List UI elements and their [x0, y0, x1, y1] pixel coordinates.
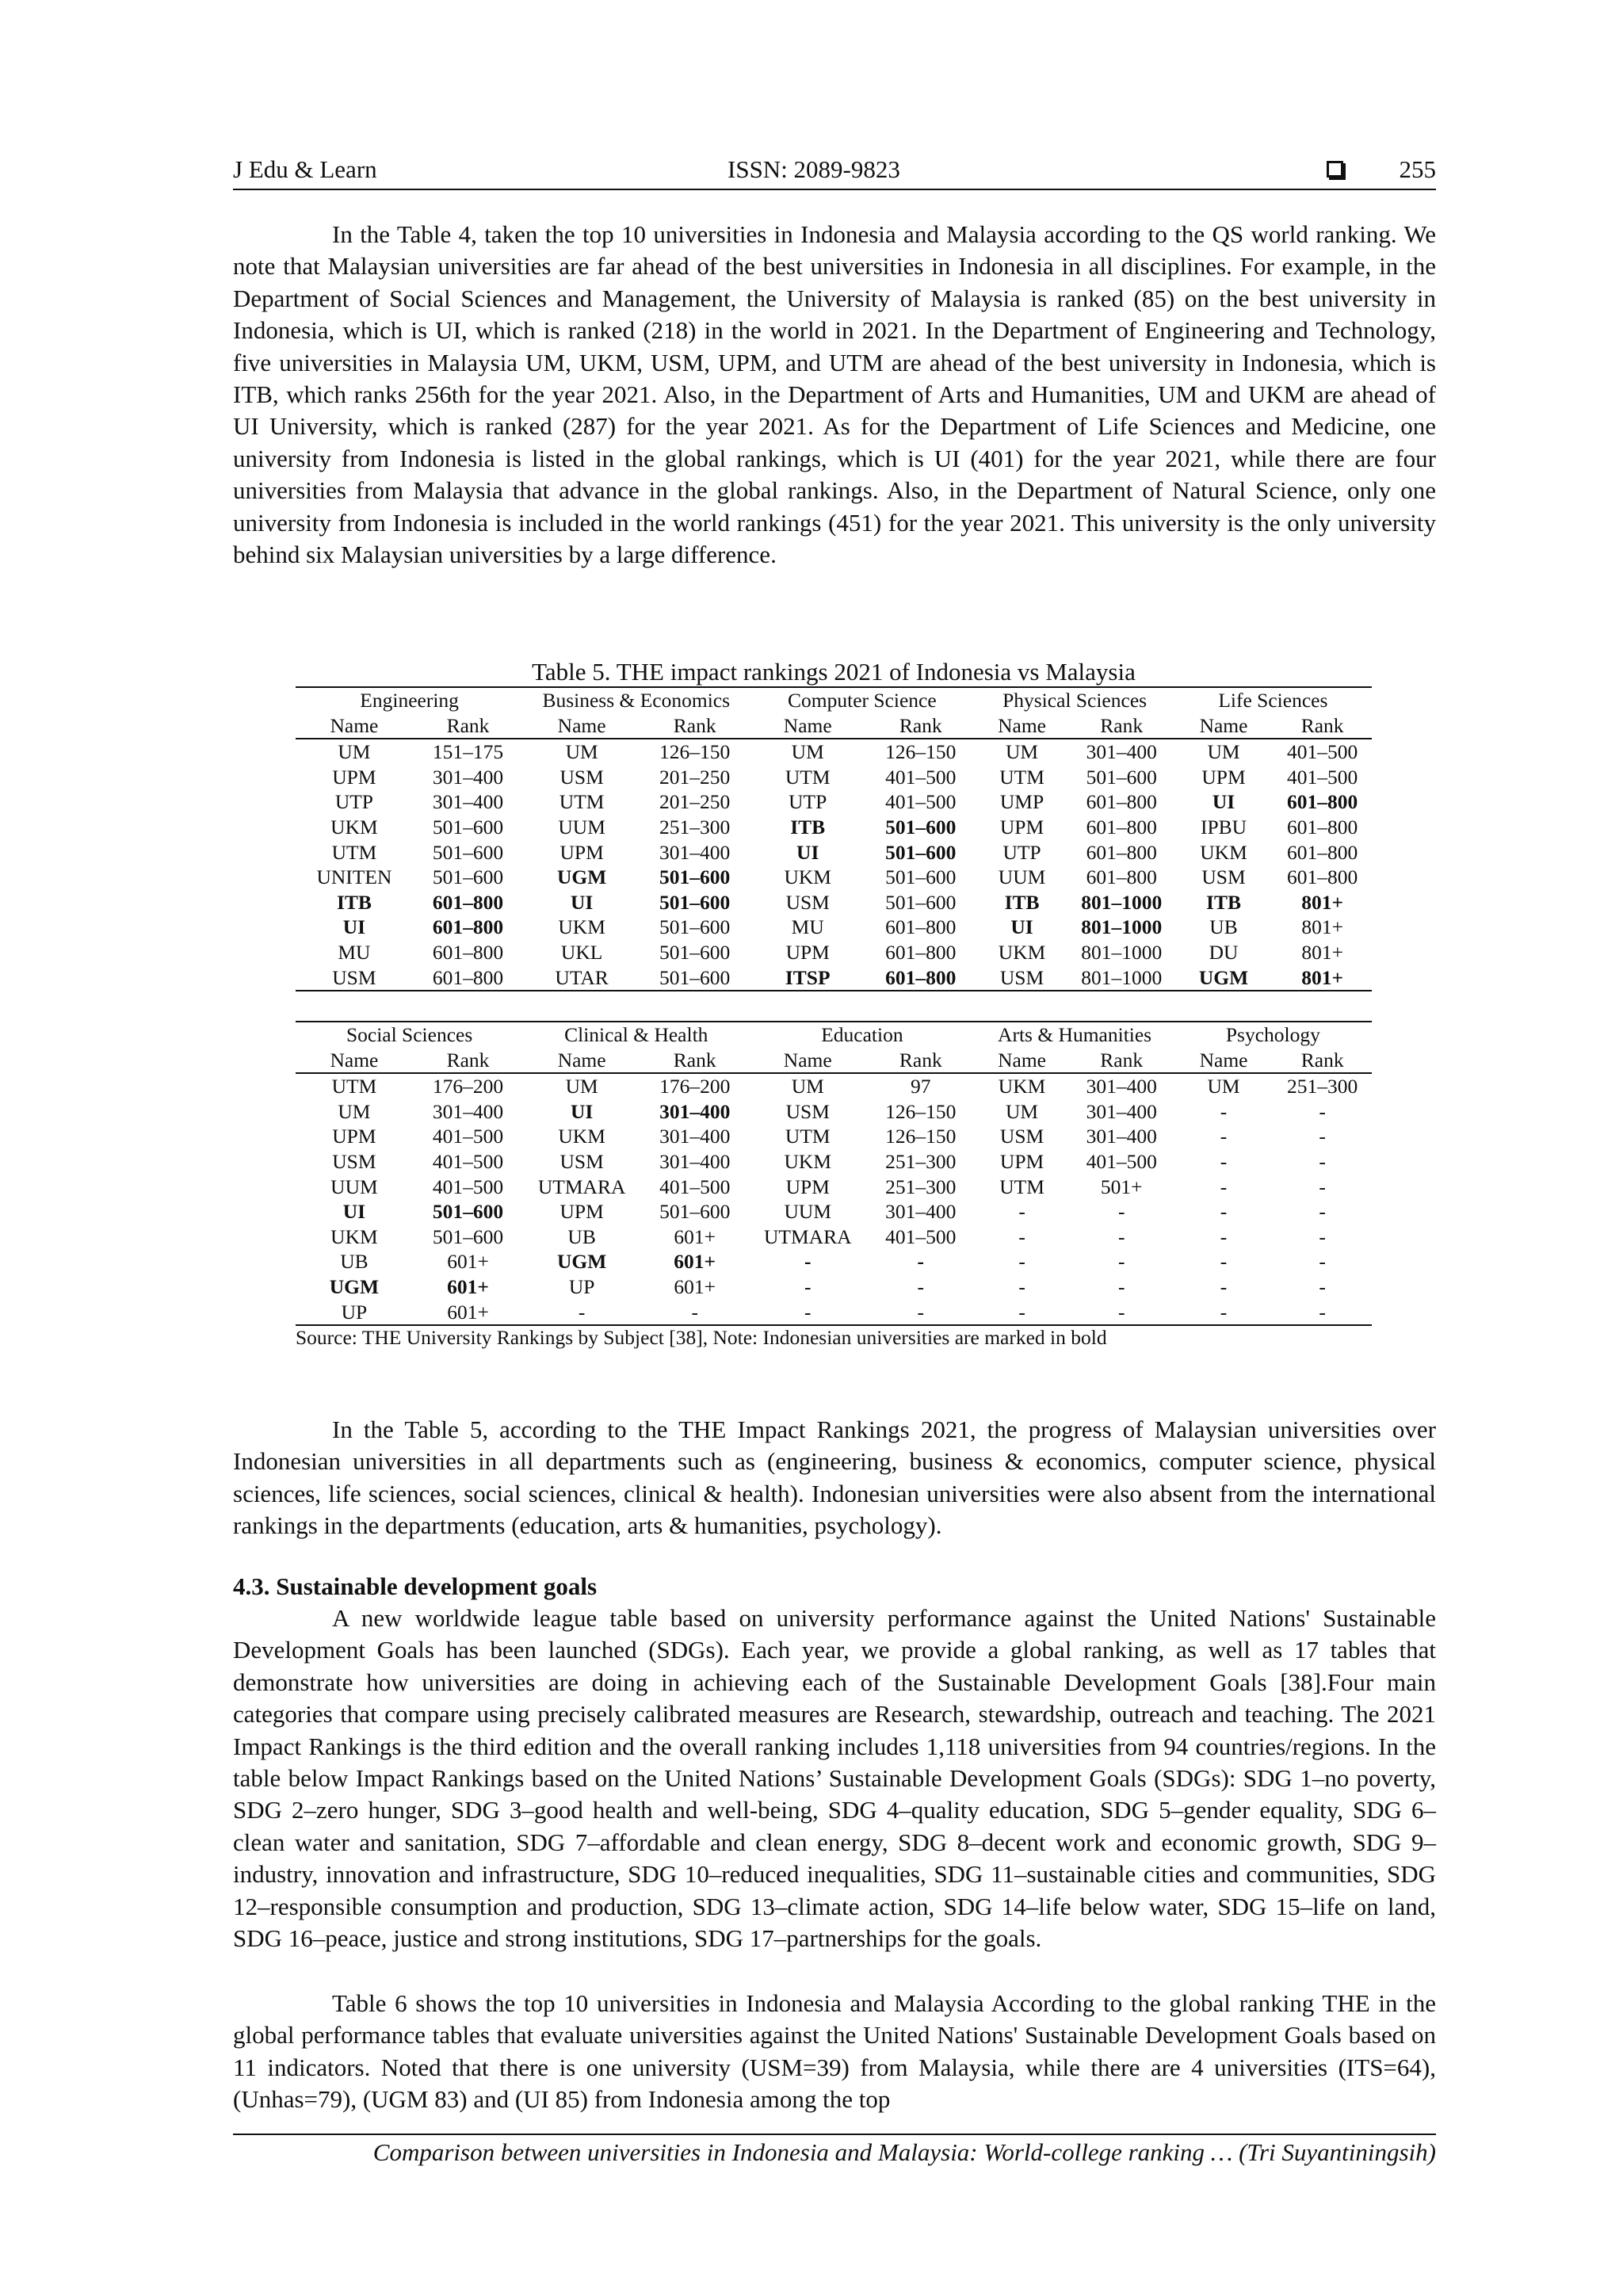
intro-paragraph: In the Table 4, taken the top 10 universities in Indonesia and Malaysia according to the QS world ranking. We note that Malaysian universities are far ahead of the best universities in Indonesia in all disciplines. For example, in the Department of Social Sciences and Management, the University of Malaysia is ranked (85) on the best university in Indonesia, which is UI, which is ranked (218) in the world in 2021. In the Department of Engineering and Technology, five universities in Malaysia UM, UKM, USM, UPM, and UTM are ahead of the best university in Indonesia, which is ITB, which ranks 256th for the year 2021. Also, in the Department of Arts and Humanities, UM and UKM are ahead of UI University, which is ranked (287) for the year 2021. As for the Department of Life Sciences and Medicine, one university from Indonesia is listed in the global rankings, which is UI (401) for the year 2021, while there are four universities from Malaysia that advance in the global rankings. Also, in the Department of Natural Science, only one university from Indonesia is included in the world rankings (451) for the year 2021. This university is the only university behind six Malaysian universities by a large difference. [233, 220, 1436, 569]
university-name: UI [342, 1200, 366, 1224]
university-name: UI [1010, 915, 1033, 939]
rank-value: 126–150 [885, 1099, 957, 1123]
university-name: MU [338, 940, 371, 964]
table5-paragraph: In the Table 5, according to the THE Impact Rankings 2021, the progress of Malaysian universities over Indonesian universities in all departments such as (engineering, business & economics, computer science, physical sciences, life sciences, social sciences, clinical & health). Indonesian universities were also absent from the international rankings in the departments (education, arts & humanities, psychology). [233, 1415, 1436, 1540]
rank-value: 97 [911, 1075, 931, 1098]
rank-value: 601–800 [432, 940, 504, 964]
rank-value: 601–800 [432, 915, 504, 939]
group-header-row [296, 1022, 1372, 1048]
university-name: UM [1207, 740, 1240, 764]
name-column-header: Name [783, 1048, 832, 1072]
group-header: Engineering [360, 689, 459, 712]
university-name: UPM [999, 815, 1044, 839]
rank-value: 601+ [674, 1250, 716, 1274]
university-name: UTM [559, 790, 605, 814]
rank-value: 501–600 [432, 815, 504, 839]
rank-value: 601–800 [1086, 865, 1157, 889]
university-name: UP [341, 1300, 368, 1324]
university-name: USM [332, 965, 376, 989]
rank-column-header: Rank [899, 713, 942, 737]
table-row [296, 739, 1372, 765]
university-name: ITB [1004, 890, 1040, 914]
rank-value: 301–400 [1086, 1125, 1157, 1148]
group-header: Arts & Humanities [998, 1023, 1152, 1046]
university-name: USM [559, 765, 604, 789]
university-name: UTP [789, 790, 827, 814]
rank-value: 601–800 [432, 965, 504, 989]
rank-value: 401–500 [885, 1224, 957, 1248]
running-header [233, 155, 1436, 189]
university-name: - [1018, 1224, 1025, 1248]
rankings-table-top [296, 686, 1372, 991]
rank-value: 301–400 [1086, 740, 1157, 764]
rank-value: 151–175 [432, 740, 504, 764]
table-row [296, 1149, 1372, 1175]
university-name: UUM [784, 1200, 831, 1224]
rank-column-header: Rank [673, 1048, 716, 1072]
rank-value: 601–800 [1287, 815, 1358, 839]
rank-value: 501–600 [659, 965, 731, 989]
rank-column-header: Rank [899, 1048, 942, 1072]
university-name: MU [791, 915, 824, 939]
rank-value: 601–800 [1086, 815, 1157, 839]
table-row [296, 915, 1372, 940]
rank-value: 301–400 [659, 1125, 731, 1148]
university-name: UI [1212, 790, 1235, 814]
section-paragraph-2: Table 6 shows the top 10 universities in Indonesia and Malaysia According to the global ranking THE in the global performance tables that evaluate universities against the United Nations' Sustainable Development Goals based on 11 indicators. Noted that there is one university (USM=39) from Malaysia, while there are 4 universities (ITS=64), (Unhas=79), (UGM 83) and (UI 85) from Indonesia among the top [233, 1989, 1436, 2114]
rank-value: 501–600 [885, 815, 957, 839]
university-name: DU [1209, 940, 1239, 964]
rank-value: 301–400 [432, 790, 504, 814]
rank-value: - [1117, 1224, 1125, 1248]
column-header-row [296, 1048, 1372, 1074]
issn: ISSN: 2089-9823 [727, 155, 900, 183]
university-name: UTP [1002, 840, 1041, 864]
university-name: UKM [998, 1075, 1046, 1098]
university-name: UKM [558, 1125, 605, 1148]
university-name: UI [796, 840, 819, 864]
rank-value: 801+ [1301, 915, 1343, 939]
rank-value: 801–1000 [1081, 915, 1163, 939]
rank-value: 501–600 [659, 890, 731, 914]
university-name: UM [565, 740, 598, 764]
rank-value: 201–250 [659, 765, 731, 789]
university-name: - [1220, 1250, 1228, 1274]
rank-value: 401–500 [1287, 765, 1358, 789]
rank-value: 601–800 [1287, 865, 1358, 889]
rank-value: 301–400 [1086, 1099, 1157, 1123]
table-row [296, 1249, 1372, 1274]
rank-value: 501+ [1100, 1175, 1143, 1198]
rank-value: 601–800 [1287, 840, 1358, 864]
university-name: UNITEN [316, 865, 392, 889]
square-bullet-icon [1327, 161, 1343, 178]
university-name: UPM [999, 1149, 1044, 1173]
university-name: ITB [790, 815, 826, 839]
rank-value: 401–500 [1287, 740, 1358, 764]
rank-value: 401–500 [432, 1149, 504, 1173]
rank-value: - [1319, 1274, 1326, 1298]
table-row [296, 1274, 1372, 1300]
rank-value: 801–1000 [1081, 940, 1163, 964]
page-number: 255 [1399, 155, 1436, 183]
name-column-header: Name [330, 1048, 379, 1072]
rank-column-header: Rank [673, 713, 716, 737]
table-row [296, 840, 1372, 865]
university-name: UM [565, 1075, 598, 1098]
university-name: ITB [1206, 890, 1241, 914]
university-name: USM [999, 1125, 1044, 1148]
university-name: UI [342, 915, 366, 939]
university-name: UUM [998, 865, 1046, 889]
rank-value: - [917, 1300, 925, 1324]
rank-value: 601+ [674, 1274, 716, 1298]
name-column-header: Name [998, 1048, 1046, 1072]
university-name: - [1220, 1224, 1228, 1248]
table-row [296, 865, 1372, 890]
rank-value: 401–500 [885, 765, 957, 789]
university-name: UM [791, 1075, 824, 1098]
rank-value: 601+ [447, 1274, 489, 1298]
rank-value: - [1319, 1099, 1326, 1123]
rank-value: 251–300 [1287, 1075, 1358, 1098]
rank-value: 176–200 [432, 1075, 504, 1098]
university-name: UKM [784, 865, 831, 889]
table-row [296, 1073, 1372, 1099]
rank-value: 601–800 [1287, 790, 1358, 814]
rank-column-header: Rank [1100, 1048, 1144, 1072]
university-name: - [1018, 1300, 1025, 1324]
university-name: UTMARA [763, 1224, 852, 1248]
group-header: Life Sciences [1218, 689, 1328, 712]
university-name: - [1220, 1300, 1228, 1324]
university-name: UPM [559, 840, 604, 864]
university-name: - [1220, 1099, 1228, 1123]
name-column-header: Name [1199, 713, 1248, 737]
rank-value: 401–500 [432, 1175, 504, 1198]
university-name: - [1220, 1200, 1228, 1224]
column-header-row [296, 713, 1372, 739]
university-name: UPM [785, 940, 830, 964]
university-name: ITB [336, 890, 372, 914]
rank-value: - [917, 1274, 925, 1298]
university-name: - [1018, 1274, 1025, 1298]
rank-value: 301–400 [659, 1149, 731, 1173]
table-row [296, 940, 1372, 965]
university-name: UTMARA [537, 1175, 626, 1198]
rank-value: 801+ [1301, 890, 1344, 914]
table-row [296, 965, 1372, 991]
rank-value: - [691, 1300, 698, 1324]
university-name: UTM [331, 840, 377, 864]
table-row [296, 1124, 1372, 1149]
university-name: ITSP [785, 965, 831, 989]
group-header: Computer Science [788, 689, 937, 712]
rank-column-header: Rank [446, 1048, 490, 1072]
rank-value: 126–150 [659, 740, 731, 764]
rank-value: 601–800 [1086, 790, 1157, 814]
rank-value: 601–800 [885, 915, 957, 939]
running-footer: Comparison between universities in Indonesia and Malaysia: World-college ranking … (Tri Suyantiningsih) [372, 2138, 1436, 2166]
table-row [296, 1300, 1372, 1326]
university-name: UTP [334, 790, 373, 814]
university-name: UM [791, 740, 824, 764]
rank-value: 301–400 [659, 840, 731, 864]
university-name: UM [1006, 1099, 1039, 1123]
rank-value: - [1117, 1250, 1125, 1274]
rank-value: 501–600 [885, 865, 957, 889]
rank-value: 301–400 [432, 765, 504, 789]
table-row [296, 1175, 1372, 1200]
rank-column-header: Rank [1300, 1048, 1344, 1072]
header-rule [233, 189, 1436, 190]
university-name: UUM [558, 815, 605, 839]
university-name: UPM [559, 1200, 604, 1224]
rank-value: 501–600 [659, 865, 731, 889]
university-name: UI [570, 1099, 594, 1123]
university-name: UPM [1201, 765, 1246, 789]
university-name: - [804, 1274, 812, 1298]
rank-value: 501–600 [659, 1200, 731, 1224]
table-row [296, 1224, 1372, 1250]
university-name: UM [338, 740, 371, 764]
table-row [296, 1099, 1372, 1125]
university-name: UKM [784, 1149, 831, 1173]
name-column-header: Name [1199, 1048, 1248, 1072]
university-name: - [578, 1300, 586, 1324]
group-header-row [296, 687, 1372, 713]
rank-value: - [1117, 1274, 1125, 1298]
rank-value: - [1319, 1300, 1326, 1324]
rank-value: 251–300 [885, 1149, 957, 1173]
university-name: - [1220, 1125, 1228, 1148]
university-name: UP [568, 1274, 595, 1298]
table-row [296, 765, 1372, 790]
rank-value: - [1319, 1175, 1326, 1198]
rank-value: 301–400 [659, 1099, 731, 1123]
university-name: UPM [785, 1175, 830, 1198]
table-caption: Table 5. THE impact rankings 2021 of Indonesia vs Malaysia [532, 658, 1136, 686]
table-source-note: Source: THE University Rankings by Subject [38], Note: Indonesian universities are marked in bold [296, 1326, 1107, 1349]
university-name: USM [785, 1099, 830, 1123]
university-name: UI [570, 890, 594, 914]
rank-value: - [1319, 1149, 1326, 1173]
rank-value: 601+ [447, 1300, 489, 1324]
footer-rule [233, 2134, 1436, 2135]
rank-value: 126–150 [885, 740, 957, 764]
section-heading: 4.3. Sustainable development goals [233, 1572, 598, 1600]
university-name: USM [785, 890, 830, 914]
table-row [296, 1199, 1372, 1224]
rank-value: 601–800 [885, 940, 957, 964]
university-name: - [1220, 1274, 1228, 1298]
university-name: UKL [560, 940, 603, 964]
journal-name: J Edu & Learn [233, 155, 377, 183]
group-header: Business & Economics [542, 689, 731, 712]
group-header: Physical Sciences [1002, 689, 1148, 712]
rank-column-header: Rank [1300, 713, 1344, 737]
university-name: UGM [329, 1274, 380, 1298]
university-name: UGM [556, 1250, 607, 1274]
university-name: UKM [330, 815, 378, 839]
rank-value: 251–300 [885, 1175, 957, 1198]
rank-value: 501–600 [659, 915, 731, 939]
university-name: USM [1201, 865, 1246, 889]
rank-value: 301–400 [432, 1099, 504, 1123]
rank-value: 601+ [674, 1224, 716, 1248]
university-name: UM [338, 1099, 371, 1123]
university-name: UTM [785, 1125, 831, 1148]
rank-value: - [1319, 1200, 1326, 1224]
rank-value: 601+ [447, 1250, 489, 1274]
rank-value: 401–500 [885, 790, 957, 814]
university-name: UKM [998, 940, 1046, 964]
university-name: UTM [999, 1175, 1044, 1198]
rank-value: 501–600 [885, 890, 957, 914]
name-column-header: Name [998, 713, 1046, 737]
rank-value: - [1117, 1300, 1125, 1324]
rank-column-header: Rank [446, 713, 490, 737]
rank-value: 401–500 [659, 1175, 731, 1198]
rank-value: 601–800 [1086, 840, 1157, 864]
university-name: UKM [330, 1224, 378, 1248]
university-name: - [804, 1250, 812, 1274]
university-name: UKM [558, 915, 605, 939]
university-name: UB [567, 1224, 596, 1248]
rank-value: - [1117, 1200, 1125, 1224]
rank-value: - [1319, 1250, 1326, 1274]
university-name: UB [1209, 915, 1238, 939]
group-header: Clinical & Health [564, 1023, 708, 1046]
rank-value: 301–400 [1086, 1075, 1157, 1098]
rank-value: 601–800 [885, 965, 957, 989]
group-header: Education [821, 1023, 903, 1046]
university-name: - [1018, 1200, 1025, 1224]
rank-value: 301–400 [885, 1200, 957, 1224]
rank-value: 401–500 [1086, 1149, 1157, 1173]
rank-value: 801–1000 [1081, 890, 1163, 914]
university-name: UMP [999, 790, 1044, 814]
section-paragraph-1: A new worldwide league table based on university performance against the United Nations' Sustainable Development Goals has been launched (SDGs). Each year, we provide a global ranking, as well as 17 tables that demonstrate how universities are doing in achieving each of the Sustainable Development Goals [38].Four main categories that compare using precisely calibrated measures are Research, stewardship, outreach and teaching. The 2021 Impact Rankings is the third edition and the overall ranking includes 1,118 universities from 94 countries/regions. In the table below Impact Rankings based on the United Nations’ Sustainable Development Goals (SDGs): SDG 1–no poverty, SDG 2–zero hunger, SDG 3–good health and well-being, SDG 4–quality education, SDG 5–gender equality, SDG 6–clean water and sanitation, SDG 7–affordable and clean energy, SDG 8–decent work and economic growth, SDG 9–industry, innovation and infrastructure, SDG 10–reduced inequalities, SDG 11–sustainable cities and communities, SDG 12–responsible consumption and production, SDG 13–climate action, SDG 14–life below water, SDG 15–life on land, SDG 16–peace, justice and strong institutions, SDG 17–partnerships for the goals. [233, 1604, 1436, 1953]
university-name: - [1220, 1175, 1228, 1198]
rank-value: 251–300 [659, 815, 731, 839]
university-name: - [804, 1300, 812, 1324]
university-name: - [1018, 1250, 1025, 1274]
university-name: UPM [332, 1125, 376, 1148]
university-name: USM [332, 1149, 376, 1173]
rank-value: 501–600 [432, 1224, 504, 1248]
university-name: UTM [999, 765, 1044, 789]
table-row [296, 789, 1372, 815]
name-column-header: Name [557, 713, 606, 737]
university-name: USM [559, 1149, 604, 1173]
university-name: USM [999, 965, 1044, 989]
rank-value: 601–800 [432, 890, 504, 914]
university-name: UB [340, 1250, 369, 1274]
university-name: UGM [1198, 965, 1249, 989]
rank-value: 801–1000 [1081, 965, 1163, 989]
name-column-header: Name [557, 1048, 606, 1072]
university-name: UM [1207, 1075, 1240, 1098]
university-name: UTM [785, 765, 831, 789]
university-name: UPM [332, 765, 376, 789]
university-name: - [1220, 1149, 1228, 1173]
group-header: Psychology [1225, 1023, 1320, 1046]
rank-value: 501–600 [1086, 765, 1157, 789]
rankings-table-bottom [296, 1021, 1372, 1326]
name-column-header: Name [330, 713, 379, 737]
university-name: UM [1005, 740, 1039, 764]
rank-value: 801+ [1301, 940, 1343, 964]
rank-value: 401–500 [432, 1125, 504, 1148]
rank-value: 501–600 [659, 940, 731, 964]
university-name: UGM [556, 865, 607, 889]
table-row [296, 890, 1372, 915]
rank-value: 501–600 [432, 865, 504, 889]
rank-value: - [1319, 1224, 1326, 1248]
rank-value: 501–600 [432, 840, 504, 864]
rank-value: - [917, 1250, 925, 1274]
rank-value: - [1319, 1125, 1326, 1148]
university-name: UTAR [555, 965, 609, 989]
table-row [296, 815, 1372, 840]
university-name: IPBU [1200, 815, 1247, 839]
rank-value: 176–200 [659, 1075, 731, 1098]
rank-column-header: Rank [1100, 713, 1144, 737]
name-column-header: Name [783, 713, 832, 737]
university-name: UUM [330, 1175, 378, 1198]
rank-value: 801+ [1301, 965, 1344, 989]
university-name: UKM [1200, 840, 1247, 864]
group-header: Social Sciences [346, 1023, 473, 1046]
rank-value: 501–600 [432, 1200, 504, 1224]
rank-value: 201–250 [659, 790, 731, 814]
university-name: UTM [331, 1075, 377, 1098]
rank-value: 126–150 [885, 1125, 957, 1148]
rank-value: 501–600 [885, 840, 957, 864]
